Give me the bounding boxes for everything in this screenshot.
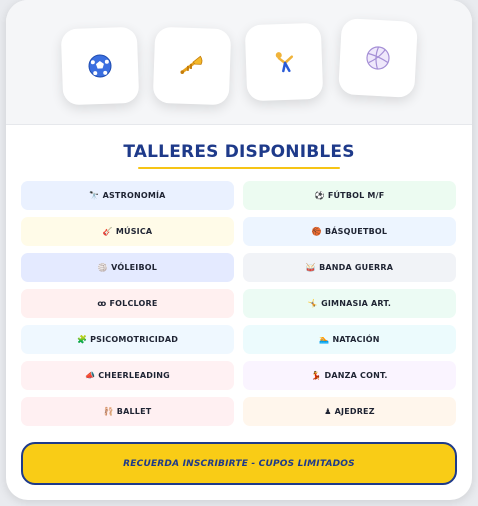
workshop-label: BANDA GUERRA [319, 263, 394, 272]
workshop-item-gimnasia[interactable] [243, 289, 456, 318]
workshop-label: NATACIÓN [332, 335, 380, 344]
workshop-item-folclore[interactable] [21, 289, 234, 318]
workshop-icon: 💃 [311, 371, 322, 380]
workshop-icon: ꝏ [97, 299, 107, 308]
workshop-label: FÚTBOL M/F [327, 191, 385, 200]
workshop-item-ballet[interactable] [21, 397, 234, 426]
title-underline [138, 167, 340, 169]
workshop-item-psicomotricidad[interactable] [21, 325, 234, 354]
hero-banner [6, 0, 472, 125]
workshop-label: FOLCLORE [109, 299, 158, 308]
workshop-item-musica[interactable] [21, 217, 234, 246]
tile-volleyball [338, 18, 418, 98]
workshop-label: PSICOMOTRICIDAD [90, 335, 179, 344]
tile-gymnast [245, 23, 324, 102]
workshop-icon: 🩰 [103, 407, 114, 416]
workshop-label: BALLET [116, 407, 152, 416]
workshop-label: GIMNASIA ART. [321, 299, 392, 308]
workshop-item-basquetbol[interactable] [243, 217, 456, 246]
volleyball-icon [364, 44, 391, 71]
workshop-label: AJEDREZ [334, 407, 375, 416]
workshop-icon: 🔭 [89, 191, 100, 200]
trumpet-icon [179, 53, 206, 80]
signup-reminder-button[interactable]: RECUERDA INSCRIBIRTE - CUPOS LIMITADOS [21, 442, 457, 485]
workshop-label: CHEERLEADING [98, 371, 170, 380]
workshop-item-astronomia[interactable] [21, 181, 234, 210]
workshop-label: BÁSQUETBOL [324, 227, 388, 236]
section-title: TALLERES DISPONIBLES [123, 142, 355, 162]
gymnast-icon [271, 49, 298, 76]
workshop-item-natacion[interactable] [243, 325, 456, 354]
tile-trumpet [153, 27, 232, 106]
workshop-icon: 📣 [85, 371, 96, 380]
workshop-item-ajedrez[interactable] [243, 397, 456, 426]
workshop-icon: 🥁 [305, 263, 317, 272]
workshop-icon: 🎸 [102, 227, 113, 236]
workshop-icon: ♟ [324, 407, 332, 416]
workshop-label: VÓLEIBOL [111, 263, 158, 272]
workshop-label: DANZA CONT. [324, 371, 388, 380]
workshop-item-voleibol[interactable] [21, 253, 234, 282]
workshop-label: ASTRONOMÍA [102, 191, 166, 200]
workshop-label: MÚSICA [115, 227, 153, 236]
workshop-item-banda-guerra[interactable] [243, 253, 456, 282]
workshop-icon: 🏀 [311, 227, 322, 236]
workshop-icon: 🏐 [97, 263, 109, 272]
tile-soccer [61, 27, 140, 106]
workshops-card [6, 0, 472, 500]
workshop-icon: 🏊 [319, 335, 330, 344]
workshop-icon: 🧩 [76, 335, 88, 344]
workshop-item-futbol[interactable] [243, 181, 456, 210]
workshop-icon: 🤸 [307, 299, 319, 308]
soccer-ball-icon [87, 53, 114, 80]
workshop-icon: ⚽ [314, 191, 325, 200]
workshop-item-danza[interactable] [243, 361, 456, 390]
workshop-item-cheerleading[interactable] [21, 361, 234, 390]
